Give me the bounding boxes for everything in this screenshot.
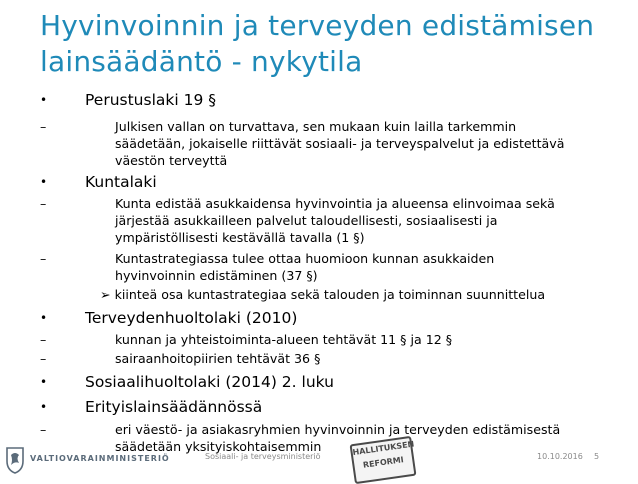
stamp-line-2: REFORMI — [362, 455, 405, 470]
sub-bullet-line: väestön terveyttä — [115, 153, 228, 168]
bullet-label: Sosiaalihuoltolaki (2014) 2. luku — [85, 373, 334, 391]
slide-title-line-1: Hyvinvoinnin ja terveyden edistämisen — [40, 9, 595, 42]
bullet-label: Terveydenhuoltolaki (2010) — [85, 309, 298, 327]
sub-bullet-line: säädetään, jokaiselle riittävät sosiaali- ja terveyspalvelut ja edistettävä — [115, 136, 565, 151]
slide-title-line-2: lainsäädäntö - nykytila — [40, 45, 363, 78]
sub-bullet-line: Kunta edistää asukkaidensa hyvinvointia ja alueensa elinvoimaa sekä — [115, 196, 555, 211]
bullet-icon: • — [40, 311, 48, 325]
ministry-logo-text: VALTIOVARAINMINISTERIÖ — [30, 454, 170, 463]
bullet-label: Perustuslaki 19 § — [85, 91, 216, 109]
bullet-icon: • — [40, 93, 48, 107]
sub-bullet-line: säädetään yksityiskohtaisemmin — [115, 439, 322, 454]
bullet-label: Erityislainsäädännössä — [85, 398, 263, 416]
sub-bullet-line: järjestää asukkailleen palvelut taloudellisesti, sosiaalisesti ja — [115, 213, 498, 228]
bullet-icon: • — [40, 400, 48, 414]
ministry-logo — [4, 446, 170, 474]
slide-footer — [0, 440, 638, 479]
lion-crest-icon — [4, 446, 26, 474]
bullet-label: Kuntalaki — [85, 173, 157, 191]
arrow-bullet-kuntalaki — [100, 286, 545, 303]
reform-stamp — [350, 436, 417, 484]
page-number: 5 — [594, 452, 600, 461]
dash-icon: – — [40, 251, 47, 266]
sub-bullet-line: Kuntastrategiassa tulee ottaa huomioon kunnan asukkaiden — [115, 251, 495, 266]
sub-bullet-line: sairaanhoitopiirien tehtävät 36 § — [115, 351, 321, 366]
dash-icon: – — [40, 119, 47, 134]
stamp-line-1: HALLITUKSEN — [352, 439, 415, 458]
dash-icon: – — [40, 196, 47, 211]
slide-date: 10.10.2016 — [537, 452, 583, 461]
sub-bullet-line: ympäristöllisesti kestävällä tavalla (1 §) — [115, 230, 365, 245]
footer-ministry-text: Sosiaali- ja terveysministeriö — [205, 452, 321, 461]
sub-bullet-line: hyvinvoinnin edistäminen (37 §) — [115, 268, 318, 283]
dash-icon: – — [40, 332, 47, 347]
bullet-icon: • — [40, 375, 48, 389]
dash-icon: – — [40, 351, 47, 366]
sub-bullet-line: kunnan ja yhteistoiminta-alueen tehtävät 11 § ja 12 § — [115, 332, 453, 347]
dash-icon: – — [40, 422, 47, 437]
bullet-icon: • — [40, 175, 48, 189]
sub-bullet-line: Julkisen vallan on turvattava, sen mukaan kuin lailla tarkemmin — [115, 119, 517, 134]
arrow-icon: ➢ — [100, 287, 111, 302]
sub-bullet-line: eri väestö- ja asiakasryhmien hyvinvoinnin ja terveyden edistämisestä — [115, 422, 561, 437]
arrow-bullet-label: kiinteä osa kuntastrategiaa sekä talouden ja toiminnan suunnittelua — [114, 287, 546, 302]
